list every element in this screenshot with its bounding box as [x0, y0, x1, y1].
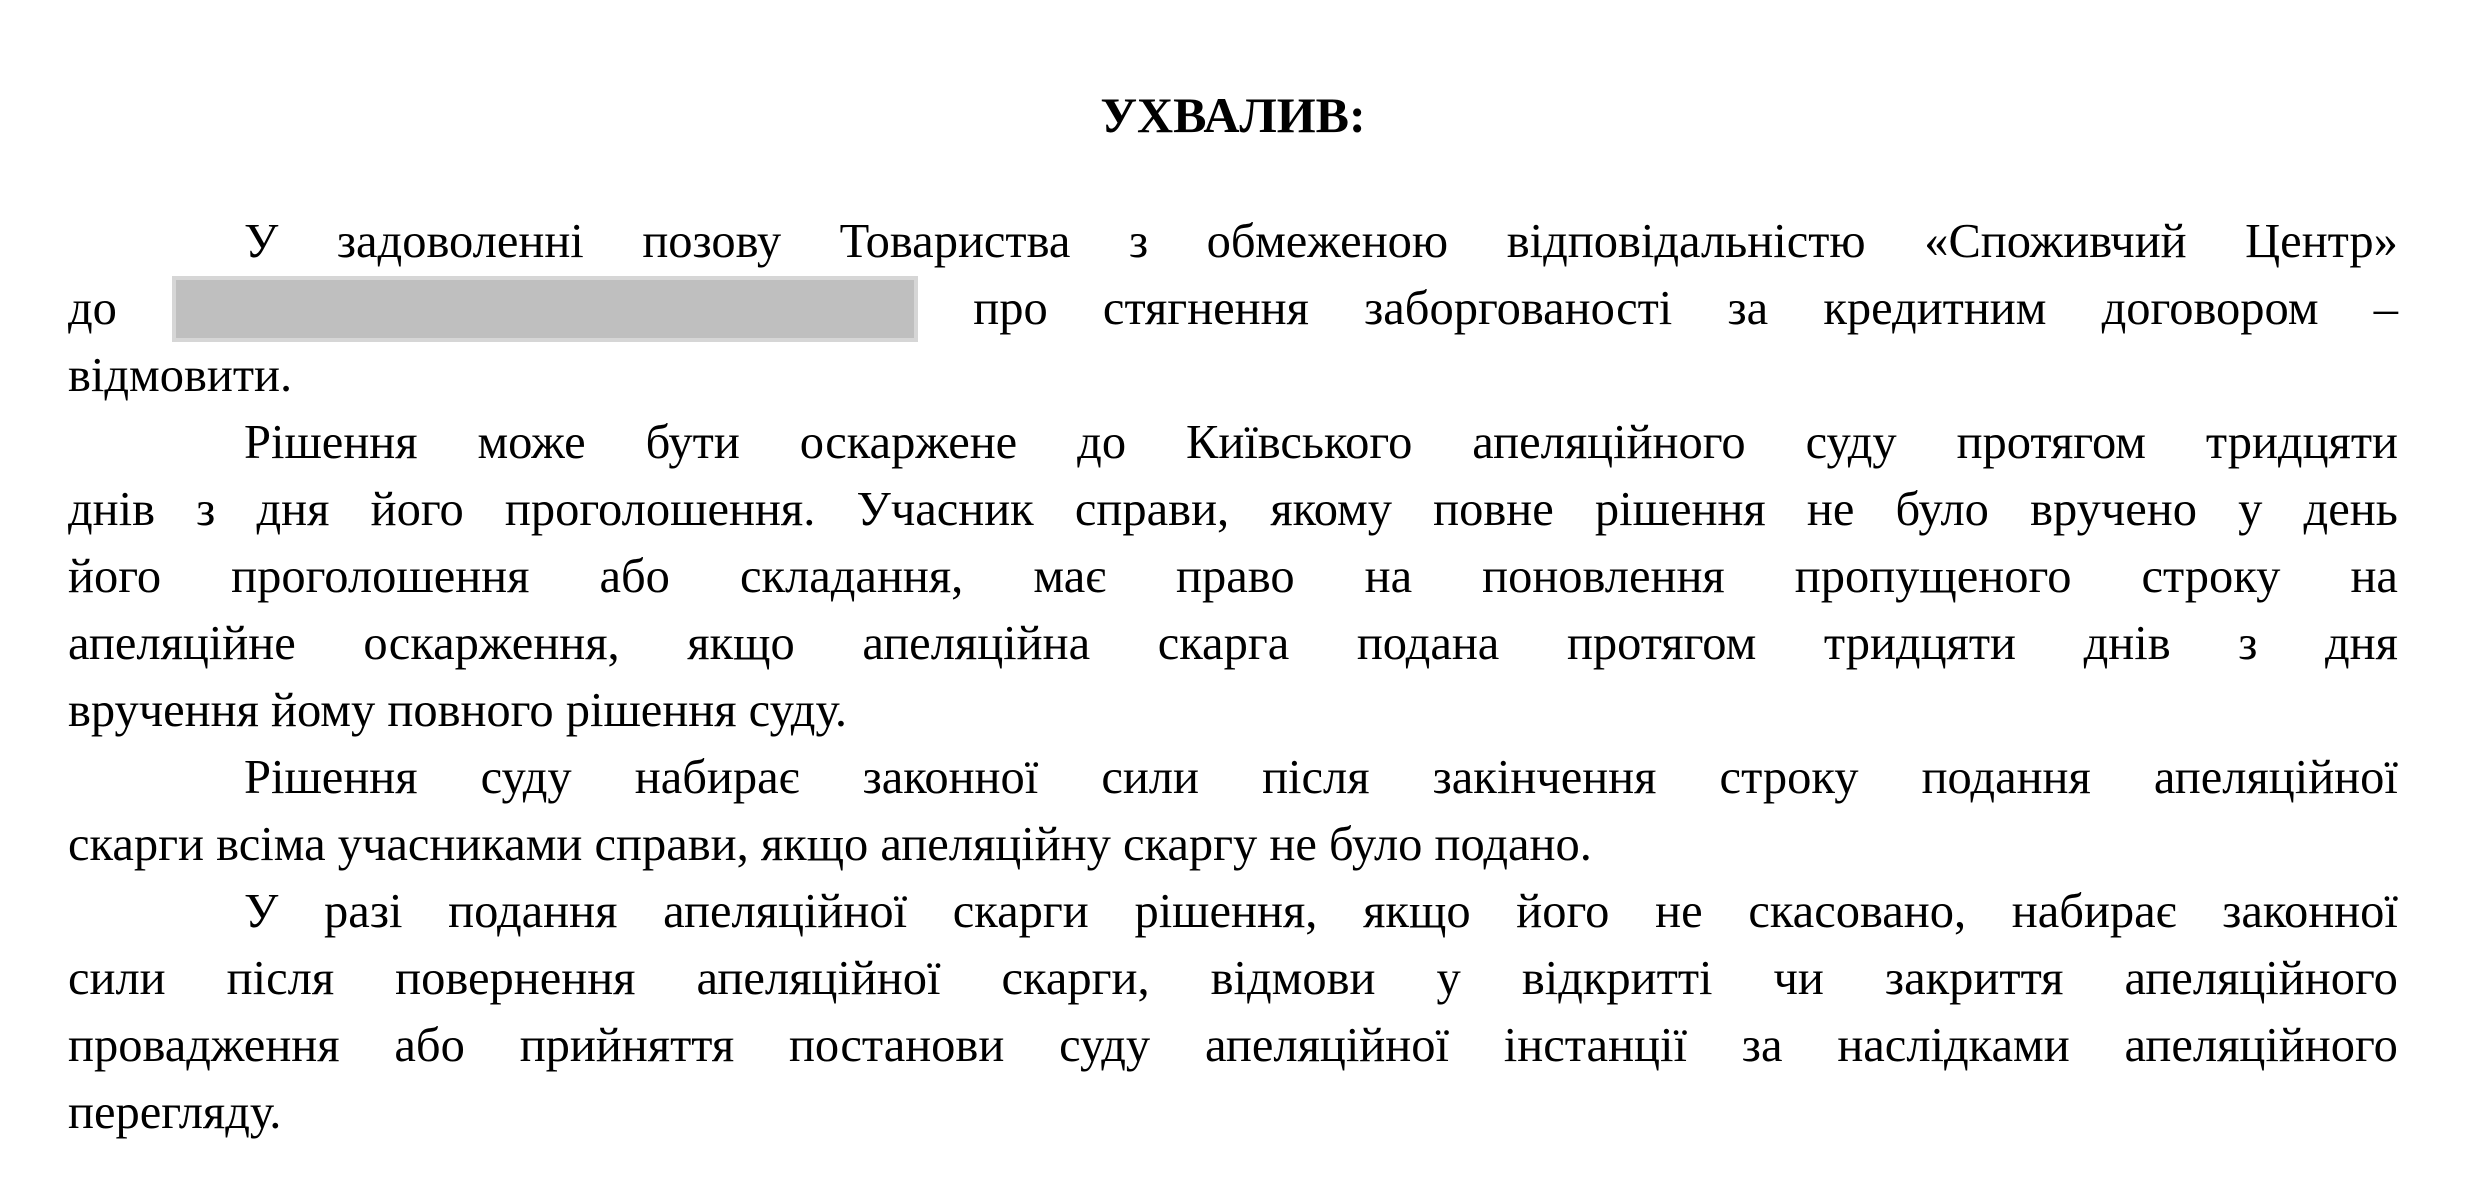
word: скарга	[1157, 617, 1290, 670]
word: відповідальністю	[1506, 215, 1866, 268]
word: якому	[1270, 483, 1392, 536]
word: Київського	[1186, 416, 1413, 469]
text-line-with-redaction	[68, 275, 2398, 342]
word: сили	[1101, 751, 1199, 804]
word: вручено	[2030, 483, 2197, 536]
text-line	[68, 744, 2398, 811]
word: право	[1176, 550, 1295, 603]
word: У	[244, 215, 279, 268]
document-title: УХВАЛИВ:	[1100, 87, 1366, 143]
word: на	[1364, 550, 1413, 603]
word: днів	[68, 483, 156, 536]
word: у	[1436, 952, 1461, 1005]
word: подання	[448, 885, 618, 938]
word: законної	[2222, 885, 2398, 938]
word: «Споживчий	[1924, 215, 2187, 268]
word: скасовано,	[1748, 885, 1967, 938]
text-line: відмовити.	[68, 349, 293, 402]
text-line	[68, 409, 2398, 476]
word: оскарження,	[363, 617, 620, 670]
word: після	[226, 952, 335, 1005]
word: рішення,	[1134, 885, 1318, 938]
word: відкритті	[1521, 952, 1713, 1005]
word: апеляційної	[696, 952, 941, 1005]
word: днів	[2083, 617, 2171, 670]
word: суду	[1805, 416, 1897, 469]
word: закриття	[1884, 952, 2064, 1005]
word: його	[370, 483, 464, 536]
word: закінчення	[1432, 751, 1657, 804]
word: повне	[1433, 483, 1554, 536]
word: день	[2303, 483, 2398, 536]
word: тридцяти	[1823, 617, 2017, 670]
word: дня	[2324, 617, 2398, 670]
word: подана	[1356, 617, 1500, 670]
text-line	[68, 543, 2398, 610]
text-line: перегляду.	[68, 1086, 282, 1139]
word: суду	[480, 751, 572, 804]
word: Центр»	[2245, 215, 2398, 268]
word: задоволенні	[336, 215, 584, 268]
text-fragment: до	[68, 282, 117, 335]
word: оскаржене	[799, 416, 1018, 469]
word: після	[1262, 751, 1370, 804]
paragraph-1	[68, 208, 2398, 409]
word: тридцяти	[2205, 416, 2398, 469]
word: бути	[645, 416, 740, 469]
word: його	[1516, 885, 1610, 938]
word: суду	[1059, 1019, 1151, 1072]
word: набирає	[2011, 885, 2177, 938]
text-fragment: стягнення	[1102, 282, 1309, 335]
text-fragment: заборгованості	[1364, 282, 1673, 335]
word: до	[1077, 416, 1127, 469]
text-line	[68, 878, 2398, 945]
word: повернення	[395, 952, 636, 1005]
text-line	[68, 1012, 2398, 1079]
text-fragment: кредитним	[1823, 282, 2047, 335]
word: апеляційної	[2153, 751, 2398, 804]
word: з	[196, 483, 216, 536]
redacted-name-block	[172, 276, 918, 342]
word: скарги	[952, 885, 1089, 938]
word: обмеженою	[1206, 215, 1449, 268]
word: разі	[324, 885, 403, 938]
word: сили	[68, 952, 166, 1005]
text-line: скарги всіма учасниками справи, якщо апеляційну скаргу не було подано.	[68, 818, 1592, 871]
word: або	[394, 1019, 465, 1072]
text-line: вручення йому повного рішення суду.	[68, 684, 847, 737]
word: на	[2350, 550, 2398, 603]
word: прийняття	[519, 1019, 735, 1072]
word: апеляційне	[68, 617, 296, 670]
word: Рішення	[244, 416, 418, 469]
word: його	[68, 550, 162, 603]
word: було	[1895, 483, 1989, 536]
text-fragment: договором	[2101, 282, 2319, 335]
word: дня	[256, 483, 330, 536]
word: скарги,	[1001, 952, 1150, 1005]
word: апеляційного	[2124, 952, 2398, 1005]
word: у	[2238, 483, 2263, 536]
word: апеляційного	[1472, 416, 1746, 469]
text-line	[68, 476, 2398, 543]
text-line	[68, 945, 2398, 1012]
word: справи,	[1074, 483, 1230, 536]
word: апеляційної	[663, 885, 908, 938]
word: за	[1741, 1019, 1783, 1072]
word: не	[1806, 483, 1855, 536]
word: У	[244, 885, 279, 938]
word: рішення	[1594, 483, 1766, 536]
word: позову	[642, 215, 782, 268]
text-line	[68, 610, 2398, 677]
word: законної	[862, 751, 1039, 804]
word: протягом	[1956, 416, 2146, 469]
paragraph-4	[68, 878, 2398, 1146]
word: протягом	[1566, 617, 1757, 670]
text-fragment: про	[973, 282, 1048, 335]
paragraph-3	[68, 744, 2398, 878]
word: набирає	[634, 751, 800, 804]
paragraph-2	[68, 409, 2398, 744]
word: апеляційної	[1205, 1019, 1449, 1072]
text-fragment: –	[2373, 282, 2398, 335]
word: може	[477, 416, 586, 469]
word: апеляційна	[862, 617, 1091, 670]
word: строку	[1719, 751, 1859, 804]
word: Рішення	[244, 751, 418, 804]
document-body	[68, 208, 2398, 1146]
text-fragment: за	[1727, 282, 1769, 335]
word: якщо	[1363, 885, 1471, 938]
text-line	[68, 208, 2398, 275]
word: проголошення.	[504, 483, 816, 536]
word: постанови	[788, 1019, 1005, 1072]
word: Товариства	[839, 215, 1071, 268]
word: строку	[2141, 550, 2281, 603]
word: проголошення	[231, 550, 530, 603]
word: Учасник	[856, 483, 1034, 536]
word: має	[1033, 550, 1107, 603]
word: або	[599, 550, 670, 603]
word: з	[1128, 215, 1149, 268]
word: апеляційного	[2124, 1019, 2398, 1072]
word: якщо	[687, 617, 795, 670]
word: інстанції	[1503, 1019, 1687, 1072]
word: наслідками	[1837, 1019, 2070, 1072]
word: пропущеного	[1794, 550, 2072, 603]
word: з	[2238, 617, 2258, 670]
word: чи	[1773, 952, 1824, 1005]
word: складання,	[739, 550, 964, 603]
word: поновлення	[1482, 550, 1725, 603]
word: не	[1655, 885, 1703, 938]
word: відмови	[1210, 952, 1376, 1005]
word: подання	[1921, 751, 2091, 804]
word: провадження	[68, 1019, 340, 1072]
